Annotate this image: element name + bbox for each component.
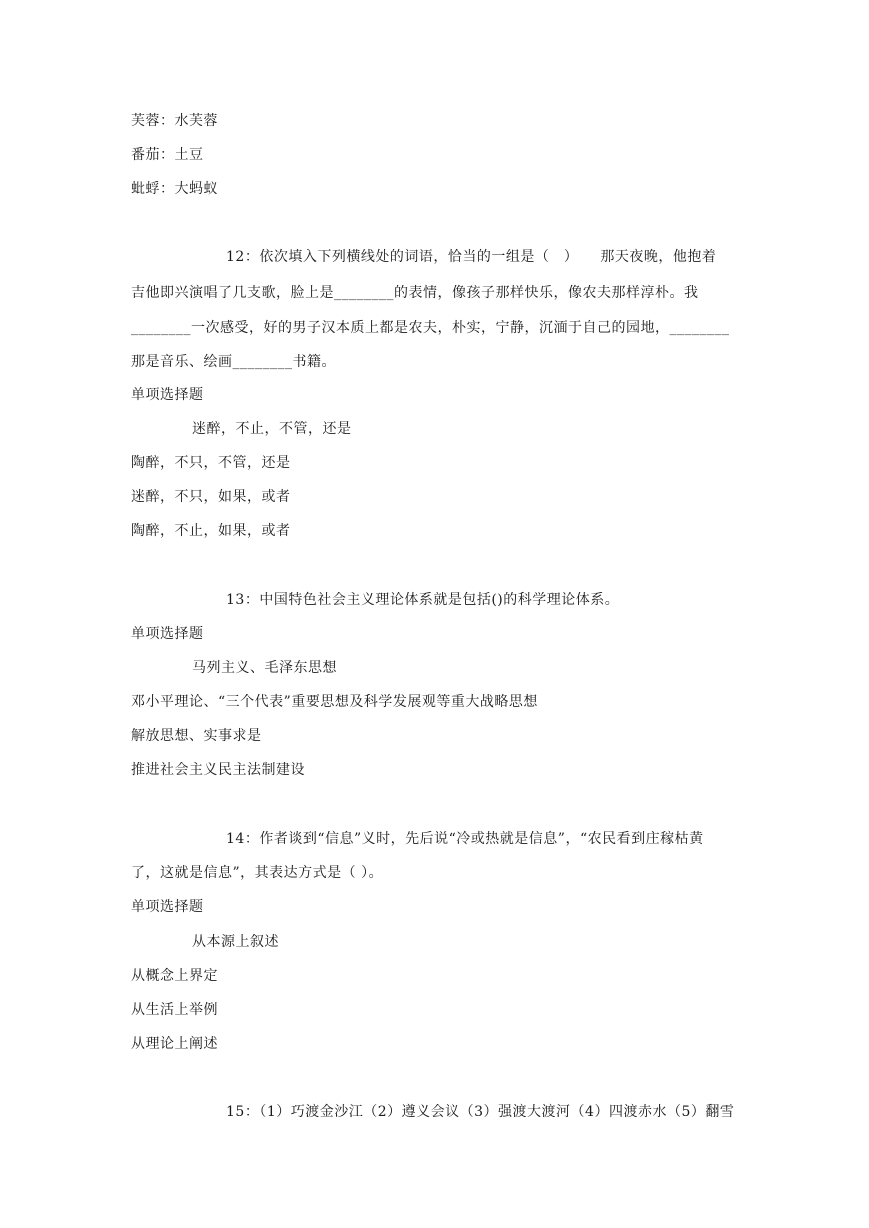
question-type: 单项选择题: [131, 626, 204, 642]
question-type: 单项选择题: [131, 899, 204, 915]
answer-option: 推进社会主义民主法制建设: [131, 762, 305, 778]
answer-option: 从理论上阐述: [131, 1036, 218, 1052]
answer-option: 迷醉，不只，如果，或者: [131, 489, 291, 505]
answer-option: 马列主义、毛泽东思想: [192, 660, 337, 676]
intro-pair: 蚍蜉：大蚂蚁: [131, 181, 218, 197]
question-text: ________一次感受，好的男子汉本质上都是农夫，朴实，宁静，沉湎于自己的园地，________: [131, 320, 730, 336]
answer-option: 迷醉，不止，不管，还是: [192, 421, 352, 437]
question-type: 单项选择题: [131, 387, 204, 403]
intro-pair: 番茄：土豆: [131, 147, 204, 163]
answer-option: 邓小平理论、“三个代表”重要思想及科学发展观等重大战略思想: [131, 694, 538, 710]
answer-option: 从概念上界定: [131, 968, 218, 984]
question-text: 那是音乐、绘画________书籍。: [131, 354, 336, 370]
question-text: 13：中国特色社会主义理论体系就是包括()的科学理论体系。: [226, 592, 620, 608]
answer-option: 从本源上叙述: [192, 934, 279, 950]
answer-option: 从生活上举例: [131, 1002, 218, 1018]
answer-option: 陶醉，不只，不管，还是: [131, 455, 291, 471]
answer-option: 陶醉，不止，如果，或者: [131, 523, 291, 539]
question-text: 12：依次填入下列横线处的词语，恰当的一组是（ ） 那天夜晚，他抱着: [226, 249, 717, 265]
question-text: 14：作者谈到“信息”义时，先后说“冷或热就是信息”，“农民看到庄稼枯黄: [226, 831, 704, 847]
answer-option: 解放思想、实事求是: [131, 728, 262, 744]
question-text: 了，这就是信息”，其表达方式是（ ）。: [131, 865, 384, 881]
question-text: 吉他即兴演唱了几支歌，脸上是________的表情，像孩子那样快乐，像农夫那样淳朴。我: [131, 285, 699, 301]
question-text: 15：（1）巧渡金沙江（2）遵义会议（3）强渡大渡河（4）四渡赤水（5）翻雪: [226, 1104, 735, 1120]
intro-pair: 芙蓉：水芙蓉: [131, 113, 218, 129]
